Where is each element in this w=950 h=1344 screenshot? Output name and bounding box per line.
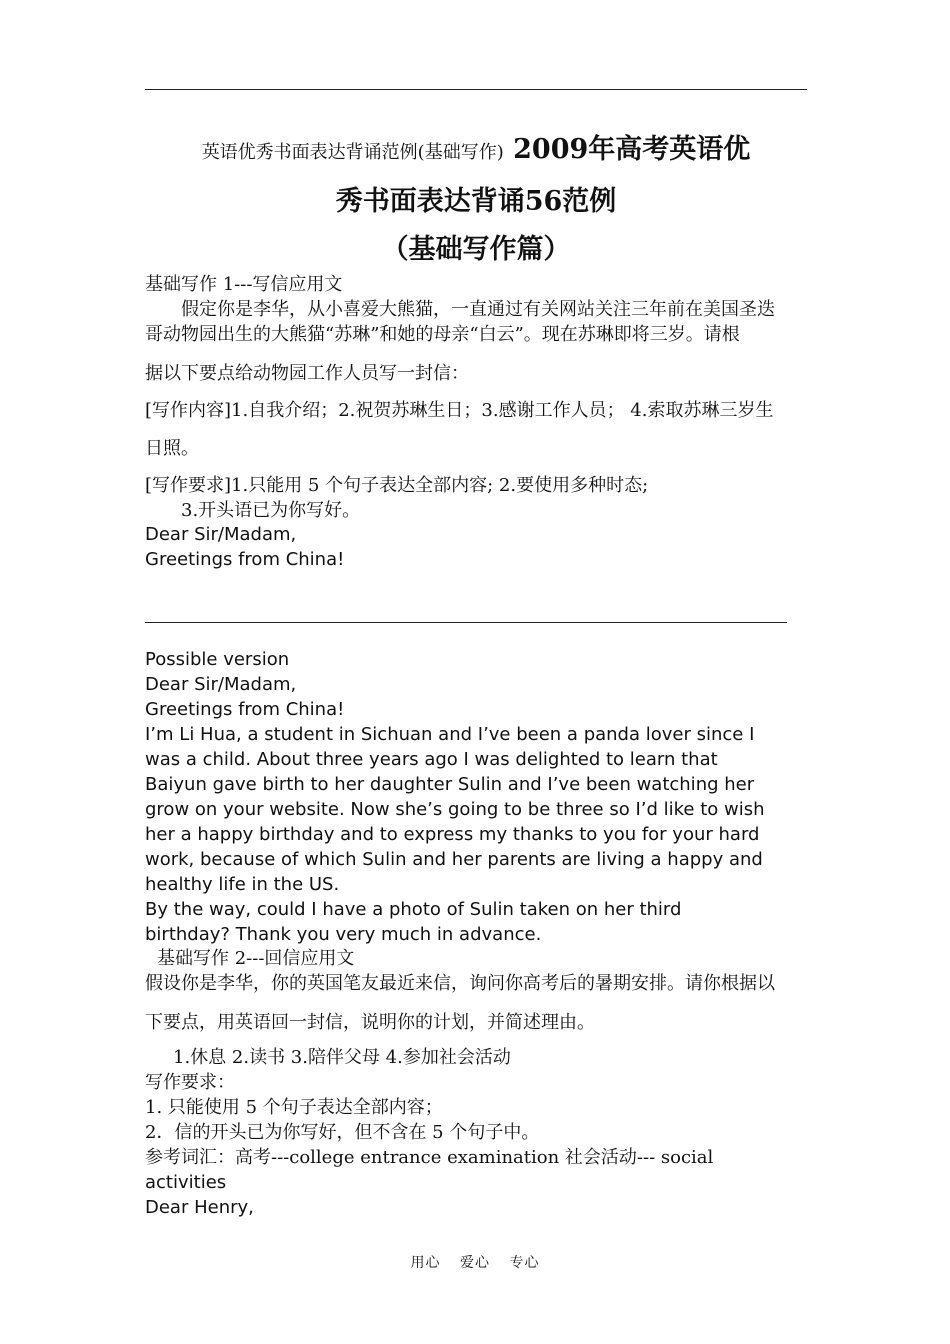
answer-blank-line [145, 622, 787, 623]
section2-salutation: Dear Henry, [145, 1197, 254, 1218]
version-body-line: By the way, could I have a photo of Sulin taken on her third [145, 899, 682, 920]
title-subtitle: 英语优秀书面表达背诵范例(基础写作) [201, 142, 504, 163]
section2-vocab-line2: activities [145, 1172, 227, 1193]
page-footer: 用心 爱心 专心 [410, 1255, 540, 1271]
document-title-line2: 秀书面表达背诵56范例 [335, 186, 617, 217]
section1-prompt-line2: 哥动物园出生的大熊猫“苏琳”和她的母亲“白云”。现在苏琳即将三岁。请根 [145, 324, 740, 345]
document-title-line1 [145, 128, 807, 175]
section2-requirement-label: 写作要求： [145, 1072, 235, 1093]
version-body-line: was a child. About three years ago I was delighted to learn that [145, 749, 718, 770]
section2-points: 1.休息 2.读书 3.陪伴父母 4.参加社会活动 [173, 1047, 511, 1068]
version-body-line: grow on your website. Now she’s going to be three so I’d like to wish [145, 799, 765, 820]
section1-content-line1: [写作内容]1.自我介绍；2.祝贺苏琳生日；3.感谢工作人员； 4.索取苏琳三岁生 [145, 400, 774, 421]
section2-prompt-line2: 下要点，用英语回一封信，说明你的计划，并简述理由。 [145, 1012, 595, 1033]
section2-requirement-1: 1. 只能使用 5 个句子表达全部内容； [145, 1097, 443, 1118]
header-rule [145, 89, 807, 90]
section2-vocab-line1: 参考词汇：高考---college entrance examination 社会活动--- social [145, 1147, 714, 1168]
section1-heading: 基础写作 1---写信应用文 [145, 274, 343, 295]
document-title-line3: （基础写作篇） [381, 234, 571, 265]
section1-salutation: Dear Sir/Madam, [145, 524, 297, 545]
section1-greeting: Greetings from China! [145, 549, 345, 570]
possible-version-label: Possible version [145, 649, 290, 670]
section1-requirement-line2: 3.开头语已为你写好。 [181, 500, 361, 521]
section2-prompt-line1: 假设你是李华，你的英国笔友最近来信，询问你高考后的暑期安排。请你根据以 [145, 973, 775, 994]
section1-prompt-line1: 假定你是李华，从小喜爱大熊猫，一直通过有关网站关注三年前在美国圣迭 [181, 299, 775, 320]
title-main-part1: 2009年高考英语优 [513, 134, 751, 165]
section1-content-line2: 日照。 [145, 438, 199, 459]
section1-prompt-line3: 据以下要点给动物园工作人员写一封信： [145, 363, 469, 384]
version-body-line: her a happy birthday and to express my thanks to you for your hard [145, 824, 760, 845]
version-body-line: work, because of which Sulin and her parents are living a happy and [145, 849, 763, 870]
version-body-line: Baiyun gave birth to her daughter Sulin and I’ve been watching her [145, 774, 755, 795]
version-salutation: Dear Sir/Madam, [145, 674, 297, 695]
version-body-line: birthday? Thank you very much in advance. [145, 924, 542, 945]
version-greeting: Greetings from China! [145, 699, 345, 720]
version-body-line: I’m Li Hua, a student in Sichuan and I’ve been a panda lover since I [145, 724, 755, 745]
version-body-line: healthy life in the US. [145, 874, 340, 895]
section2-requirement-2: 2．信的开头已为你写好，但不含在 5 个句子中。 [145, 1122, 540, 1143]
section1-requirement-line1: [写作要求]1.只能用 5 个句子表达全部内容; 2.要使用多种时态; [145, 475, 649, 496]
section2-heading: 基础写作 2---回信应用文 [157, 948, 355, 969]
